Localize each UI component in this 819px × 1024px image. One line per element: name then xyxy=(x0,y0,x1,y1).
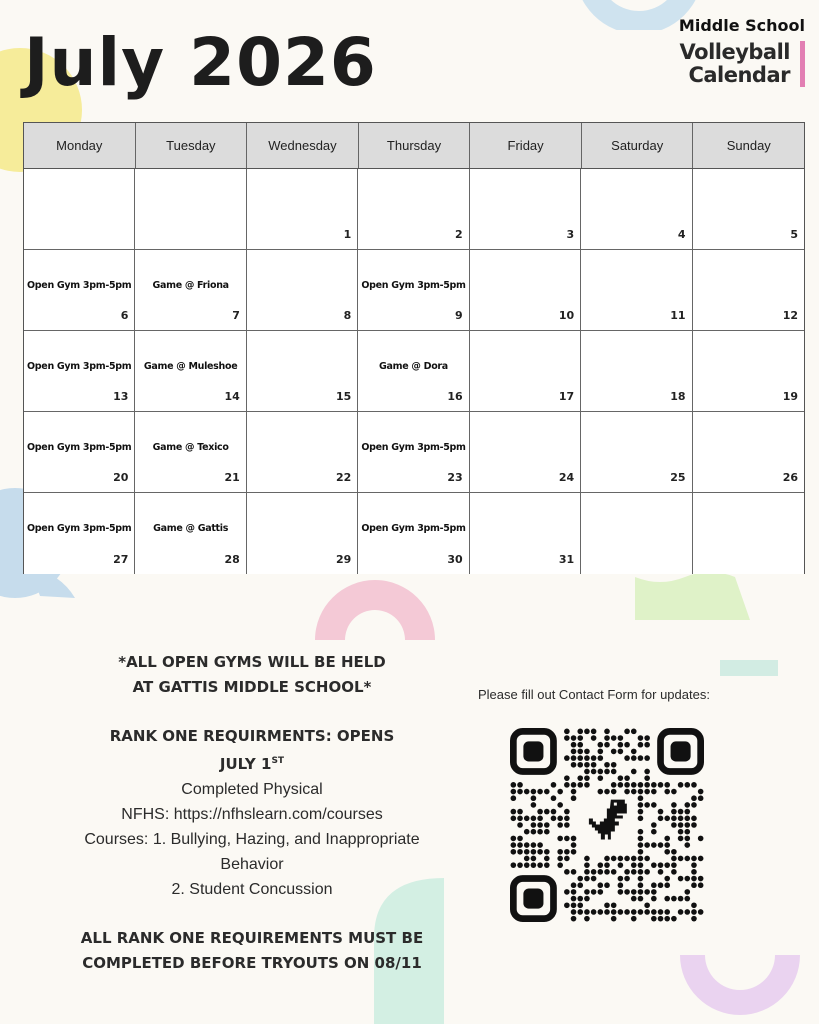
calendar-day-cell xyxy=(581,331,692,412)
day-event: Open Gym 3pm-5pm xyxy=(27,280,132,291)
weekday-wednesday: Wednesday xyxy=(247,123,359,168)
day-number: 24 xyxy=(558,471,575,484)
calendar-day-cell xyxy=(693,412,804,493)
day-event: Open Gym 3pm-5pm xyxy=(361,280,466,291)
calendar-day-cell xyxy=(358,412,469,493)
day-number: 20 xyxy=(113,471,129,484)
weekday-thursday: Thursday xyxy=(359,123,471,168)
calendar-day-cell xyxy=(247,250,358,331)
day-event: Open Gym 3pm-5pm xyxy=(27,523,132,534)
calendar-day-cell xyxy=(358,250,469,331)
calendar-day-cell xyxy=(470,250,581,331)
day-event: Open Gym 3pm-5pm xyxy=(27,361,132,372)
day-number: 25 xyxy=(670,471,686,484)
day-event: Game @ Muleshoe xyxy=(143,361,238,372)
day-event: Open Gym 3pm-5pm xyxy=(361,523,466,534)
calendar-day-cell xyxy=(24,412,135,493)
requirement-nfhs: NFHS: https://nfhslearn.com/courses xyxy=(121,806,383,823)
day-number: 9 xyxy=(455,309,463,322)
decor-shape-green-wave xyxy=(630,572,760,622)
calendar-days xyxy=(24,169,804,574)
calendar-day-cell xyxy=(693,493,804,574)
day-number: 12 xyxy=(782,309,798,322)
day-event: Open Gym 3pm-5pm xyxy=(361,442,466,453)
day-number: 6 xyxy=(120,309,129,322)
day-number: 15 xyxy=(335,390,352,403)
calendar-day-cell xyxy=(581,412,692,493)
calendar-day-cell xyxy=(135,493,246,574)
deadline-note-line-2: COMPLETED BEFORE TRYOUTS ON 08/11 xyxy=(82,954,422,972)
day-number: 27 xyxy=(113,553,129,566)
calendar-day-cell xyxy=(24,493,135,574)
day-number: 5 xyxy=(790,228,798,241)
day-number: 11 xyxy=(670,309,686,322)
calendar-day-cell xyxy=(693,331,804,412)
calendar-day-cell xyxy=(358,169,469,250)
calendar-day-cell xyxy=(581,493,692,574)
day-number: 16 xyxy=(447,390,463,403)
day-event: Game @ Friona xyxy=(152,280,229,291)
qr-caption: Please fill out Contact Form for updates: xyxy=(478,687,710,702)
brand-line-2: Calendar xyxy=(688,63,790,87)
weekday-saturday: Saturday xyxy=(582,123,694,168)
calendar-day-cell xyxy=(470,412,581,493)
decor-shape-pink-arch xyxy=(305,570,445,640)
calendar-day-cell xyxy=(247,493,358,574)
page-title: July 2026 xyxy=(24,24,377,101)
day-number: 26 xyxy=(782,471,798,484)
day-number: 30 xyxy=(447,553,463,566)
day-number: 4 xyxy=(677,228,686,241)
day-number: 7 xyxy=(232,309,240,322)
calendar-day-cell xyxy=(24,331,135,412)
day-number: 29 xyxy=(335,553,352,566)
day-event: Game @ Gattis xyxy=(153,523,229,534)
calendar-day-cell xyxy=(24,169,135,250)
day-number: 8 xyxy=(343,309,352,322)
requirements-notes xyxy=(62,650,442,976)
calendar-day-cell xyxy=(470,169,581,250)
qr-finder-pattern xyxy=(513,879,553,919)
brand-title xyxy=(680,41,805,87)
requirement-courses-line-1: Courses: 1. Bullying, Hazing, and Inappropriate xyxy=(84,831,420,848)
calendar-day-cell xyxy=(24,250,135,331)
day-number: 22 xyxy=(335,471,352,484)
qr-finder-pattern xyxy=(661,731,701,771)
calendar-day-cell xyxy=(135,169,246,250)
contact-form-qr-code[interactable] xyxy=(510,728,704,922)
day-number: 23 xyxy=(447,471,463,484)
day-number: 10 xyxy=(558,309,575,322)
brand-line-1: Volleyball xyxy=(679,40,790,64)
calendar-day-cell xyxy=(358,331,469,412)
qr-finder-pattern xyxy=(513,731,553,771)
day-number: 13 xyxy=(113,390,129,403)
day-number: 3 xyxy=(566,228,575,241)
rank-one-date-suffix: ST xyxy=(271,756,285,766)
calendar-day-cell xyxy=(135,412,246,493)
requirement-physical: Completed Physical xyxy=(181,781,323,798)
rank-one-heading-line-1: RANK ONE REQUIRMENTS: OPENS xyxy=(109,727,395,745)
open-gym-note-line-1: *ALL OPEN GYMS WILL BE HELD xyxy=(118,653,386,671)
decor-shape-purple-arch xyxy=(680,925,810,1024)
day-number: 17 xyxy=(558,390,575,403)
day-number: 21 xyxy=(224,471,240,484)
requirement-courses-line-3: 2. Student Concussion xyxy=(171,881,333,898)
brand-block xyxy=(679,16,805,87)
decor-shape-teal-bar xyxy=(720,660,780,680)
calendar-day-cell xyxy=(358,493,469,574)
day-number: 18 xyxy=(670,390,686,403)
day-number: 1 xyxy=(343,228,352,241)
rank-one-heading-line-2 xyxy=(62,749,442,777)
weekday-tuesday: Tuesday xyxy=(136,123,248,168)
dinosaur-icon xyxy=(589,800,627,840)
calendar-day-cell xyxy=(581,169,692,250)
calendar-day-cell xyxy=(247,331,358,412)
calendar-day-cell xyxy=(693,169,804,250)
requirement-courses-line-2: Behavior xyxy=(220,856,284,873)
day-event: Game @ Texico xyxy=(152,442,229,453)
day-number: 2 xyxy=(455,228,463,241)
calendar-day-cell xyxy=(470,331,581,412)
day-event: Open Gym 3pm-5pm xyxy=(27,442,132,453)
weekday-header-row xyxy=(24,123,804,169)
calendar-day-cell xyxy=(135,331,246,412)
day-number: 19 xyxy=(782,390,798,403)
day-event: Game @ Dora xyxy=(379,361,448,372)
calendar-day-cell xyxy=(581,250,692,331)
calendar-day-cell xyxy=(470,493,581,574)
calendar-day-cell xyxy=(693,250,804,331)
calendar-day-cell xyxy=(247,412,358,493)
day-number: 31 xyxy=(558,553,575,566)
calendar-day-cell xyxy=(247,169,358,250)
rank-one-open-date: JULY 1 xyxy=(219,755,272,773)
calendar-day-cell xyxy=(135,250,246,331)
open-gym-note-line-2: AT GATTIS MIDDLE SCHOOL* xyxy=(132,678,372,696)
weekday-friday: Friday xyxy=(470,123,582,168)
deadline-note-line-1: ALL RANK ONE REQUIREMENTS MUST BE xyxy=(80,929,424,947)
day-number: 14 xyxy=(224,390,240,403)
brand-subtitle: Middle School xyxy=(678,16,805,35)
calendar-grid xyxy=(23,122,805,574)
day-number: 28 xyxy=(224,553,240,566)
weekday-monday: Monday xyxy=(24,123,136,168)
weekday-sunday: Sunday xyxy=(726,138,771,153)
